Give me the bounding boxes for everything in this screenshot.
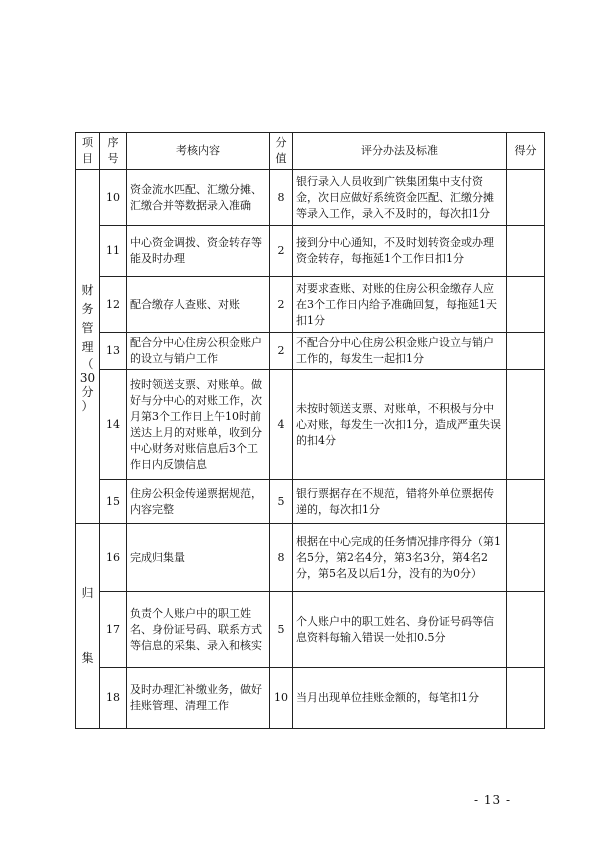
row-score: 5: [270, 592, 293, 668]
row-no: 11: [100, 226, 127, 277]
header-score: 分值: [270, 133, 293, 170]
row-no: 13: [100, 333, 127, 370]
assessment-table: [75, 132, 545, 729]
row-score: 2: [270, 333, 293, 370]
row-no: 12: [100, 277, 127, 333]
table-row: [76, 668, 545, 729]
row-method: 不配合分中心住房公积金账户设立与销户工作的，每发生一起扣1分: [293, 333, 507, 370]
row-content: 按时领送支票、对账单。做好与分中心的对账工作，次月第3个工作日上午10时前送达上月的对账单，收到分中心财务对账信息后3个工作日内反馈信息: [127, 370, 270, 480]
header-method: 评分办法及标准: [293, 133, 507, 170]
header-content: 考核内容: [127, 133, 270, 170]
row-no: 18: [100, 668, 127, 729]
row-content: 配合分中心住房公积金账户的设立与销户工作: [127, 333, 270, 370]
table-row: [76, 226, 545, 277]
header-project: 项目: [76, 133, 100, 170]
row-score: 5: [270, 480, 293, 524]
table-row: [76, 480, 545, 524]
row-method: 对要求查账、对账的住房公积金缴存人应在3个工作日内给予准确回复，每拖延1天扣1分: [293, 277, 507, 333]
row-method: 个人账户中的职工姓名、身份证号码等信息资料每输入错误一处扣0.5分: [293, 592, 507, 668]
row-score: 2: [270, 277, 293, 333]
table-row: [76, 592, 545, 668]
row-content: 资金流水匹配、汇缴分摊、汇缴合并等数据录入准确: [127, 170, 270, 226]
row-content: 中心资金调拨、资金转存等能及时办理: [127, 226, 270, 277]
row-method: 银行录入人员收到广铁集团集中支付资金，次日应做好系统资金匹配、汇缴分摊等录入工作，录入不及时的，每次扣1分: [293, 170, 507, 226]
row-got: [507, 524, 545, 592]
row-method: 接到分中心通知，不及时划转资金或办理资金转存，每拖延1个工作日扣1分: [293, 226, 507, 277]
table-row: [76, 170, 545, 226]
row-no: 10: [100, 170, 127, 226]
row-no: 14: [100, 370, 127, 480]
header-seq: 序号: [100, 133, 127, 170]
row-method: 未按时领送支票、对账单，不积极与分中心对账，每发生一次扣1分，造成严重失误的扣4分: [293, 370, 507, 480]
row-got: [507, 226, 545, 277]
row-got: [507, 370, 545, 480]
row-got: [507, 170, 545, 226]
row-score: 4: [270, 370, 293, 480]
header-got: 得分: [507, 133, 545, 170]
row-score: 8: [270, 170, 293, 226]
table-row: [76, 277, 545, 333]
row-got: [507, 592, 545, 668]
row-got: [507, 277, 545, 333]
row-got: [507, 668, 545, 729]
page-number: - 13 -: [474, 793, 512, 807]
row-content: 负责个人账户中的职工姓名、身份证号码、联系方式等信息的采集、录入和核实: [127, 592, 270, 668]
row-got: [507, 333, 545, 370]
table-row: [76, 524, 545, 592]
table-row: [76, 333, 545, 370]
section-finance-points: 30分: [79, 370, 96, 399]
row-content: 配合缴存人查账、对账: [127, 277, 270, 333]
row-no: 17: [100, 592, 127, 668]
section-finance-cell: 财 务 管 理 （ 30分 ）: [76, 170, 100, 524]
row-method: 当月出现单位挂账金额的，每笔扣1分: [293, 668, 507, 729]
table-row: [76, 370, 545, 480]
row-content: 完成归集量: [127, 524, 270, 592]
row-content: 及时办理汇补缴业务，做好挂账管理、清理工作: [127, 668, 270, 729]
table-header-row: [76, 133, 545, 170]
row-no: 15: [100, 480, 127, 524]
row-score: 10: [270, 668, 293, 729]
row-score: 2: [270, 226, 293, 277]
section-collection-cell: 归 集: [76, 524, 100, 729]
row-got: [507, 480, 545, 524]
row-method: 根据在中心完成的任务情况排序得分（第1名5分，第2名4分，第3名3分，第4名2分，第5名及以后1分，没有的为0分）: [293, 524, 507, 592]
row-score: 8: [270, 524, 293, 592]
row-no: 16: [100, 524, 127, 592]
row-method: 银行票据存在不规范，错将外单位票据传递的，每次扣1分: [293, 480, 507, 524]
row-content: 住房公积金传递票据规范，内容完整: [127, 480, 270, 524]
